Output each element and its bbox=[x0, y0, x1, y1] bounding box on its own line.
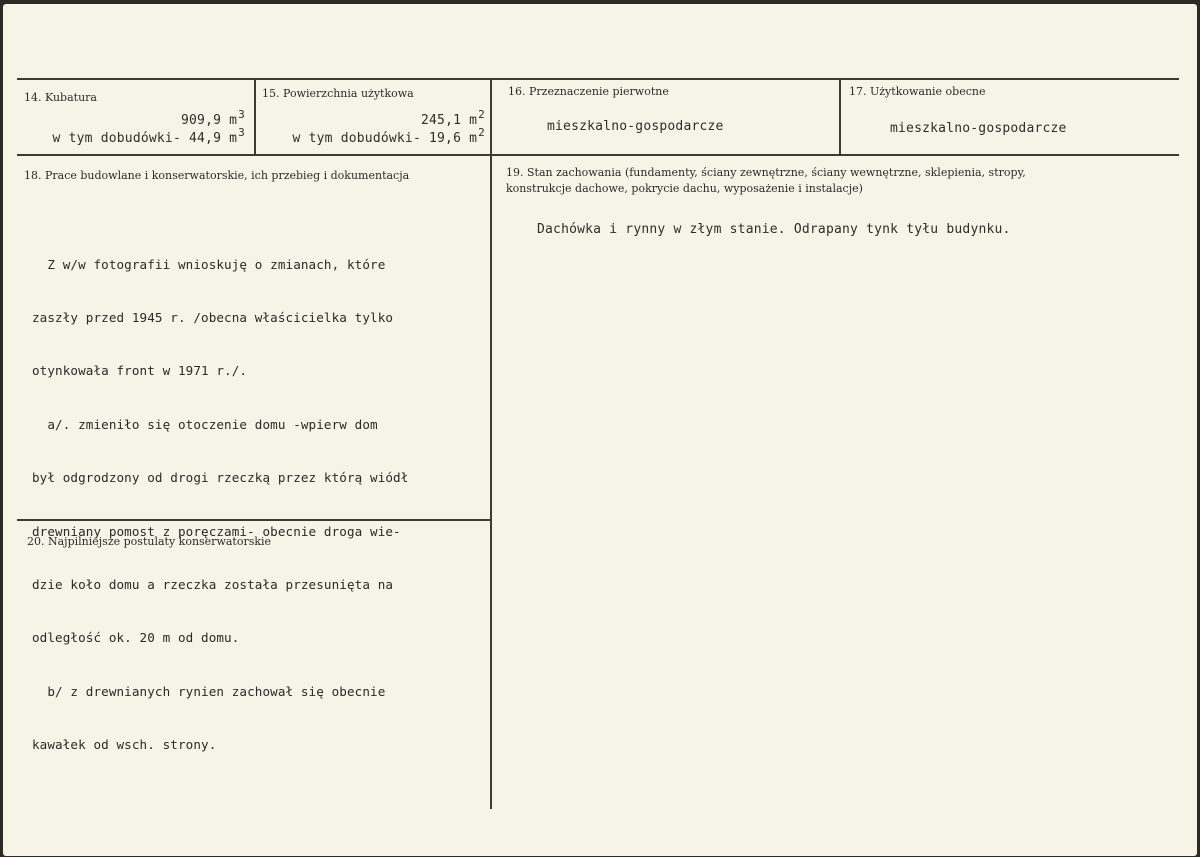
field-19-label-line1: 19. Stan zachowania (fundamenty, ściany zewnętrzne, ściany wewnętrzne, sklepienia, stropy, bbox=[506, 166, 1026, 179]
divider-16-17 bbox=[839, 79, 841, 156]
field-18-line: b/ z drewnianych rynien zachował się obecnie bbox=[32, 683, 386, 699]
field-18-line: otynkowała front w 1971 r./. bbox=[32, 363, 248, 379]
field-15-label: 15. Powierzchnia użytkowa bbox=[262, 87, 414, 100]
field-15-total bbox=[343, 108, 485, 128]
field-16-label: 16. Przeznaczenie pierwotne bbox=[508, 85, 669, 98]
field-14-addition bbox=[29, 126, 245, 146]
field-17-value: mieszkalno-gospodarcze bbox=[890, 121, 1067, 136]
field-14-total-unit: 3 bbox=[238, 108, 245, 121]
record-card bbox=[3, 4, 1197, 856]
field-20-label: 20. Najpilniejsze postulaty konserwatorskie bbox=[27, 535, 272, 548]
field-17-label: 17. Użytkowanie obecne bbox=[849, 85, 986, 98]
field-14-addition-value: w tym dobudówki- 44,9 m bbox=[52, 131, 238, 146]
field-18-text bbox=[32, 220, 408, 790]
field-18-line: odległość ok. 20 m od domu. bbox=[32, 630, 240, 646]
field-15-total-unit: 2 bbox=[478, 108, 485, 121]
field-15-total-value: 245,1 m bbox=[420, 113, 478, 128]
row1-bottom-rule bbox=[17, 154, 1179, 156]
field-18-line: był odgrodzony od drogi rzeczką przez którą wiódł bbox=[32, 470, 409, 486]
field-18-line: a/. zmieniło się otoczenie domu -wpierw dom bbox=[32, 416, 378, 432]
field-19-label-line2: konstrukcje dachowe, pokrycie dachu, wyposażenie i instalacje) bbox=[506, 182, 863, 195]
field-14-total-value: 909,9 m bbox=[180, 113, 238, 128]
field-15-addition-value: w tym dobudówki- 19,6 m bbox=[292, 131, 478, 146]
field-14-label: 14. Kubatura bbox=[24, 91, 97, 104]
field-18-line: kawałek od wsch. strony. bbox=[32, 737, 217, 753]
top-rule bbox=[17, 78, 1179, 80]
field-15-addition-unit: 2 bbox=[478, 126, 485, 139]
field-18-line: drewniany pomost z poręczami- obecnie droga wie- bbox=[32, 523, 401, 539]
field-14-total bbox=[103, 108, 245, 128]
divider-14-15 bbox=[254, 79, 256, 156]
field-18-line: Z w/w fotografii wnioskuję o zmianach, które bbox=[32, 256, 386, 272]
field-18-label: 18. Prace budowlane i konserwatorskie, ich przebieg i dokumentacja bbox=[24, 169, 410, 182]
divider-main bbox=[490, 79, 492, 809]
field-16-value: mieszkalno-gospodarcze bbox=[547, 119, 724, 134]
field-18-line: dzie koło domu a rzeczka została przesunięta na bbox=[32, 576, 394, 592]
field-18-line: zaszły przed 1945 r. /obecna właścicielka tylko bbox=[32, 309, 394, 325]
field-14-addition-unit: 3 bbox=[238, 126, 245, 139]
field-15-addition bbox=[263, 126, 485, 146]
field-19-value: Dachówka i rynny w złym stanie. Odrapany tynk tyłu budynku. bbox=[537, 222, 1011, 237]
